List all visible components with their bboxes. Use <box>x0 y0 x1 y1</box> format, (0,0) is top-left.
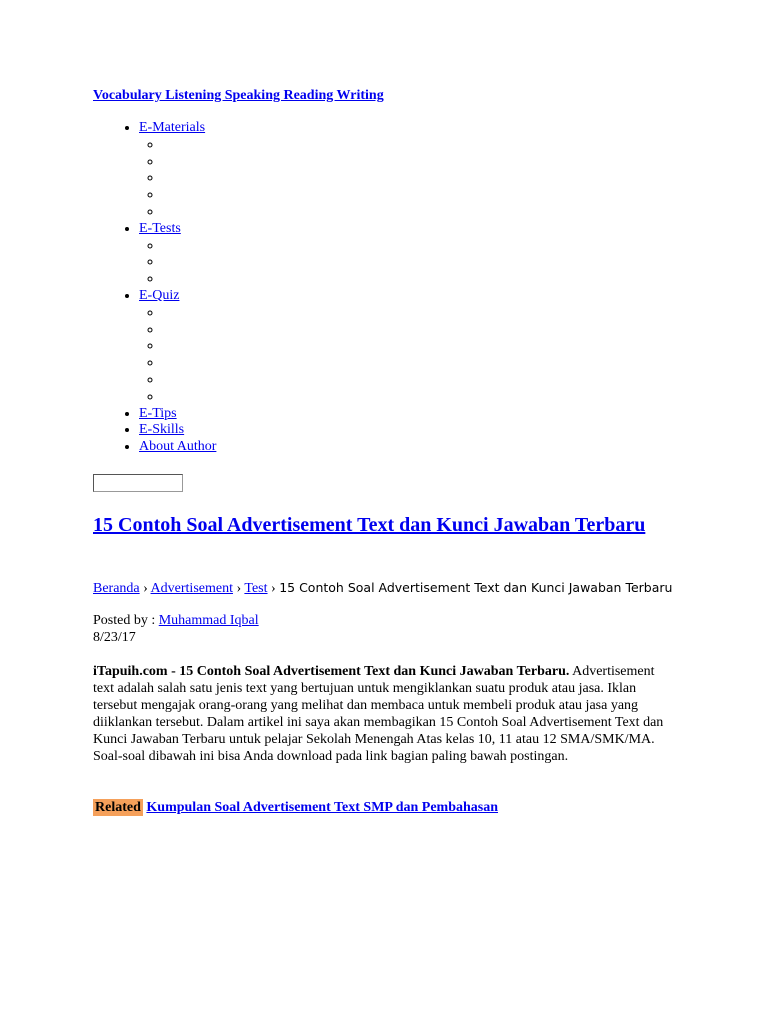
submenu-item[interactable] <box>162 389 216 406</box>
submenu-item[interactable] <box>162 305 216 322</box>
top-navigation <box>93 88 384 104</box>
breadcrumb-separator: › <box>139 581 151 596</box>
submenu-item[interactable] <box>162 137 216 154</box>
menu-item-e-materials <box>139 120 216 221</box>
main-menu <box>93 120 216 456</box>
submenu-item[interactable] <box>162 322 216 339</box>
submenu-item[interactable] <box>162 254 216 271</box>
breadcrumb-category-test[interactable]: Test <box>244 581 268 596</box>
menu-link-e-skills[interactable]: E-Skills <box>139 422 185 438</box>
posted-by-label: Posted by : <box>93 613 159 628</box>
breadcrumb-category-advertisement[interactable]: Advertisement <box>150 581 233 596</box>
post-author-line <box>93 613 259 630</box>
topnav-link[interactable]: Vocabulary Listening Speaking Reading Writing <box>93 88 384 103</box>
breadcrumb-current: 15 Contoh Soal Advertisement Text dan Kunci Jawaban Terbaru <box>279 580 673 595</box>
post-title <box>93 512 693 539</box>
related-badge: Related <box>95 800 141 815</box>
article-text: Advertisement text adalah salah satu jenis text yang bertujuan untuk mengiklankan suatu produk atau jasa. Iklan tersebut mengajak orang-orang yang melihat dan membaca untuk membeli produk atau jasa yang diiklankan tersebut. Dalam artikel ini saya akan membagikan 15 Contoh Soal Advertisement Text dan Kunci Jawaban Terbaru untuk pelajar Sekolah Menengah Atas kelas 10, 11 atau 12 SMA/SMK/MA. Soal-soal dibawah ini bisa Anda download pada link bagian paling bawah postingan. <box>93 664 664 764</box>
submenu-item[interactable] <box>162 154 216 171</box>
menu-item-e-skills <box>139 422 216 439</box>
submenu-item[interactable] <box>162 372 216 389</box>
submenu-item[interactable] <box>162 204 216 221</box>
author-link[interactable]: Muhammad Iqbal <box>158 613 259 628</box>
post-date: 8/23/17 <box>93 630 136 645</box>
post-title-link[interactable]: 15 Contoh Soal Advertisement Text dan Kunci Jawaban Terbaru <box>93 514 646 536</box>
submenu-e-materials <box>139 137 216 221</box>
menu-item-e-quiz <box>139 288 216 406</box>
article-lead: iTapuih.com - 15 Contoh Soal Advertisement Text dan Kunci Jawaban Terbaru. <box>93 664 570 679</box>
related-post-link[interactable]: Kumpulan Soal Advertisement Text SMP dan Pembahasan <box>146 800 499 815</box>
menu-item-about-author <box>139 439 216 456</box>
submenu-e-tests <box>139 238 216 288</box>
breadcrumb-separator: › <box>267 581 280 596</box>
submenu-item[interactable] <box>162 187 216 204</box>
menu-link-e-materials[interactable]: E-Materials <box>139 120 206 135</box>
menu-item-e-tips <box>139 406 216 423</box>
menu-item-e-tests <box>139 221 216 288</box>
submenu-item[interactable] <box>162 238 216 255</box>
breadcrumb-home[interactable]: Beranda <box>93 581 140 596</box>
menu-link-about-author[interactable]: About Author <box>139 439 217 455</box>
submenu-item[interactable] <box>162 338 216 355</box>
related-post <box>93 798 498 818</box>
menu-link-e-tests[interactable]: E-Tests <box>139 220 181 236</box>
breadcrumb-separator: › <box>232 581 245 596</box>
submenu-item[interactable] <box>162 355 216 372</box>
search-input[interactable] <box>93 474 183 492</box>
submenu-item[interactable] <box>162 271 216 288</box>
breadcrumb <box>93 580 673 598</box>
submenu-item[interactable] <box>162 170 216 187</box>
article-body <box>93 664 678 765</box>
submenu-e-quiz <box>139 305 216 406</box>
menu-link-e-quiz[interactable]: E-Quiz <box>139 287 180 303</box>
menu-link-e-tips[interactable]: E-Tips <box>139 405 177 421</box>
